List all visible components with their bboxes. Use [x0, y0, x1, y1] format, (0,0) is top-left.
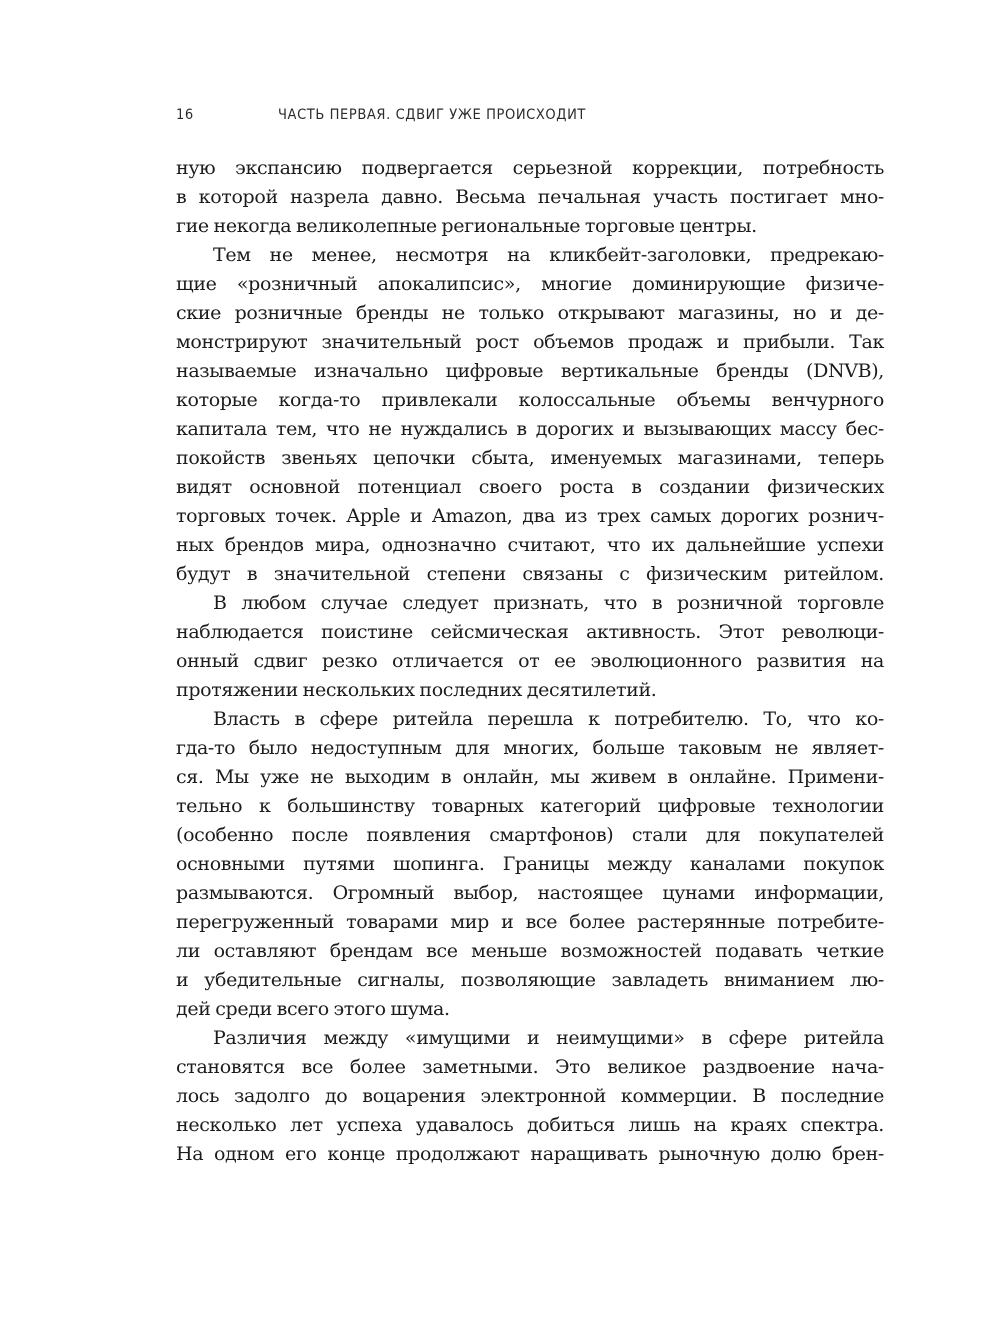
- text-line: лось задолго до воцарения электронной коммерции. В последние: [176, 1085, 884, 1107]
- text-line: становятся все более заметными. Это великое раздвоение нача-: [176, 1056, 884, 1078]
- text-line: дей среди всего этого шума.: [176, 998, 450, 1020]
- text-line: монстрируют значительный рост объемов продаж и прибыли. Так: [176, 331, 884, 353]
- text-line: ных брендов мира, однозначно считают, что их дальнейшие успехи: [176, 534, 884, 556]
- text-line: торговых точек. Apple и Amazon, два из трех самых дорогих рознич-: [176, 505, 884, 527]
- text-line: протяжении нескольких последних десятилетий.: [176, 679, 657, 701]
- text-line: будут в значительной степени связаны с физическим ритейлом.: [176, 563, 884, 585]
- text-line: онный сдвиг резко отличается от ее эволюционного развития на: [176, 650, 884, 672]
- text-line: которые когда-то привлекали колоссальные объемы венчурного: [176, 389, 884, 411]
- text-line: Власть в сфере ритейла перешла к потребителю. То, что ко-: [213, 708, 884, 730]
- text-line: ся. Мы уже не выходим в онлайн, мы живем в онлайне. Примени-: [176, 766, 884, 788]
- text-line: несколько лет успеха удавалось добиться лишь на краях спектра.: [176, 1114, 884, 1136]
- text-line: гда-то было недоступным для многих, больше таковым не являет-: [176, 737, 884, 759]
- text-line: Различия между «имущими и неимущими» в сфере ритейла: [213, 1027, 884, 1049]
- text-line: ли оставляют брендам все меньше возможностей подавать четкие: [176, 940, 884, 962]
- section-title: ЧАСТЬ ПЕРВАЯ. СДВИГ УЖЕ ПРОИСХОДИТ: [278, 107, 586, 123]
- text-line: Тем не менее, несмотря на кликбейт-заголовки, предрекаю-: [213, 244, 884, 266]
- text-line: основными путями шопинга. Границы между каналами покупок: [176, 853, 884, 875]
- text-line: называемые изначально цифровые вертикальные бренды (DNVB),: [176, 360, 884, 382]
- text-line: На одном его конце продолжают наращивать рыночную долю брен-: [176, 1143, 884, 1165]
- text-line: ную экспансию подвергается серьезной коррекции, потребность: [176, 157, 884, 179]
- text-line: гие некогда великолепные региональные торговые центры.: [176, 215, 757, 237]
- text-line: и убедительные сигналы, позволяющие завладеть вниманием лю-: [176, 969, 884, 991]
- text-line: тельно к большинству товарных категорий цифровые технологии: [176, 795, 884, 817]
- body-text: [176, 154, 884, 1169]
- text-line: покойств звеньях цепочки сбыта, именуемых магазинами, теперь: [176, 447, 884, 469]
- text-line: ские розничные бренды не только открывают магазины, но и де-: [176, 302, 884, 324]
- text-line: перегруженный товарами мир и все более растерянные потребите-: [176, 911, 884, 933]
- text-line: капитала тем, что не нуждались в дорогих и вызывающих массу бес-: [176, 418, 884, 440]
- text-line: (особенно после появления смартфонов) стали для покупателей: [176, 824, 884, 846]
- text-line: в которой назрела давно. Весьма печальная участь постигает мно-: [176, 186, 884, 208]
- text-line: наблюдается поистине сейсмическая активность. Этот революци-: [176, 621, 884, 643]
- text-line: В любом случае следует признать, что в розничной торговле: [213, 592, 884, 614]
- text-line: размываются. Огромный выбор, настоящее цунами информации,: [176, 882, 884, 904]
- text-line: щие «розничный апокалипсис», многие доминирующие физиче-: [176, 273, 884, 295]
- running-head: [176, 107, 884, 127]
- text-line: видят основной потенциал своего роста в создании физических: [176, 476, 884, 498]
- page-number: 16: [176, 107, 194, 123]
